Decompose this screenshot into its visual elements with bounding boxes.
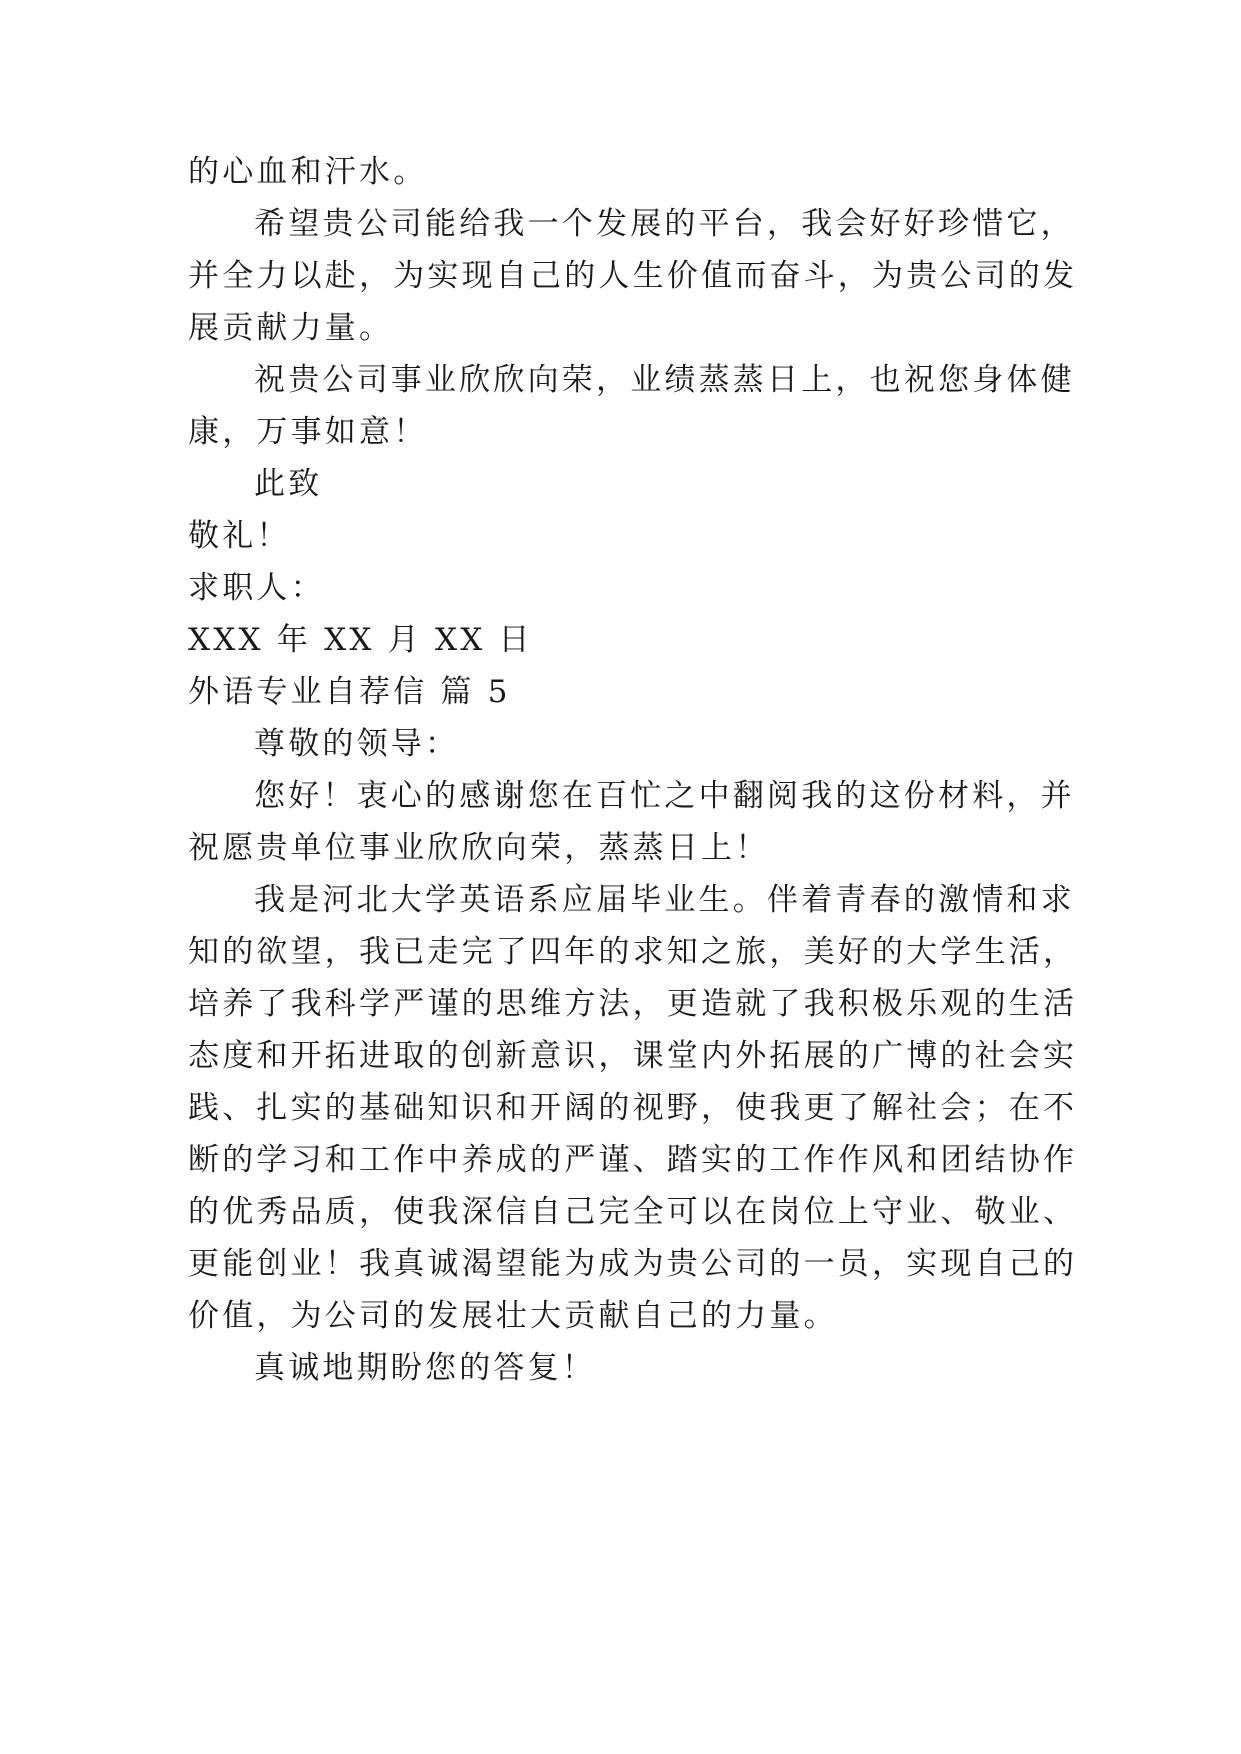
text-line: 断的学习和工作中养成的严谨、踏实的工作作风和团结协作 [188,1142,1078,1178]
text-line: 此致 [254,466,323,502]
text-line: 祝贵公司事业欣欣向荣，业绩蒸蒸日上，也祝您身体健 [254,362,1075,398]
text-line: 培养了我科学严谨的思维方法，更造就了我积极乐观的生活 [188,986,1078,1022]
text-line: 更能创业！我真诚渴望能为成为贵公司的一员，实现自己的 [188,1246,1078,1282]
text-line: 态度和开拓进取的创新意识，课堂内外拓展的广博的社会实 [188,1038,1078,1074]
text-line: 求职人： [188,570,325,606]
text-line: 康，万事如意！ [188,414,428,450]
text-line: 我是河北大学英语系应届毕业生。伴着青春的激情和求 [254,882,1075,918]
text-line: 价值，为公司的发展壮大贡献自己的力量。 [188,1298,838,1334]
section-heading: 外语专业自荐信 篇 5 [188,674,511,710]
text-line: 展贡献力量。 [188,310,394,346]
salutation: 尊敬的领导： [254,726,460,762]
text-line: 祝愿贵单位事业欣欣向荣，蒸蒸日上！ [188,830,770,866]
text-line: 并全力以赴，为实现自己的人生价值而奋斗，为贵公司的发 [188,258,1078,294]
text-line: 敬礼！ [188,518,291,554]
text-line: 践、扎实的基础知识和开阔的视野，使我更了解社会；在不 [188,1090,1078,1126]
text-line: 的心血和汗水。 [188,154,428,190]
text-line: 您好！衷心的感谢您在百忙之中翻阅我的这份材料，并 [254,778,1075,814]
text-line: 真诚地期盼您的答复！ [254,1350,596,1386]
text-line: 希望贵公司能给我一个发展的平台，我会好好珍惜它， [254,206,1075,242]
text-line: 知的欲望，我已走完了四年的求知之旅，美好的大学生活， [188,934,1078,970]
text-line: 的优秀品质，使我深信自己完全可以在岗位上守业、敬业、 [188,1194,1078,1230]
date-line: XXX 年 XX 月 XX 日 [188,622,533,658]
